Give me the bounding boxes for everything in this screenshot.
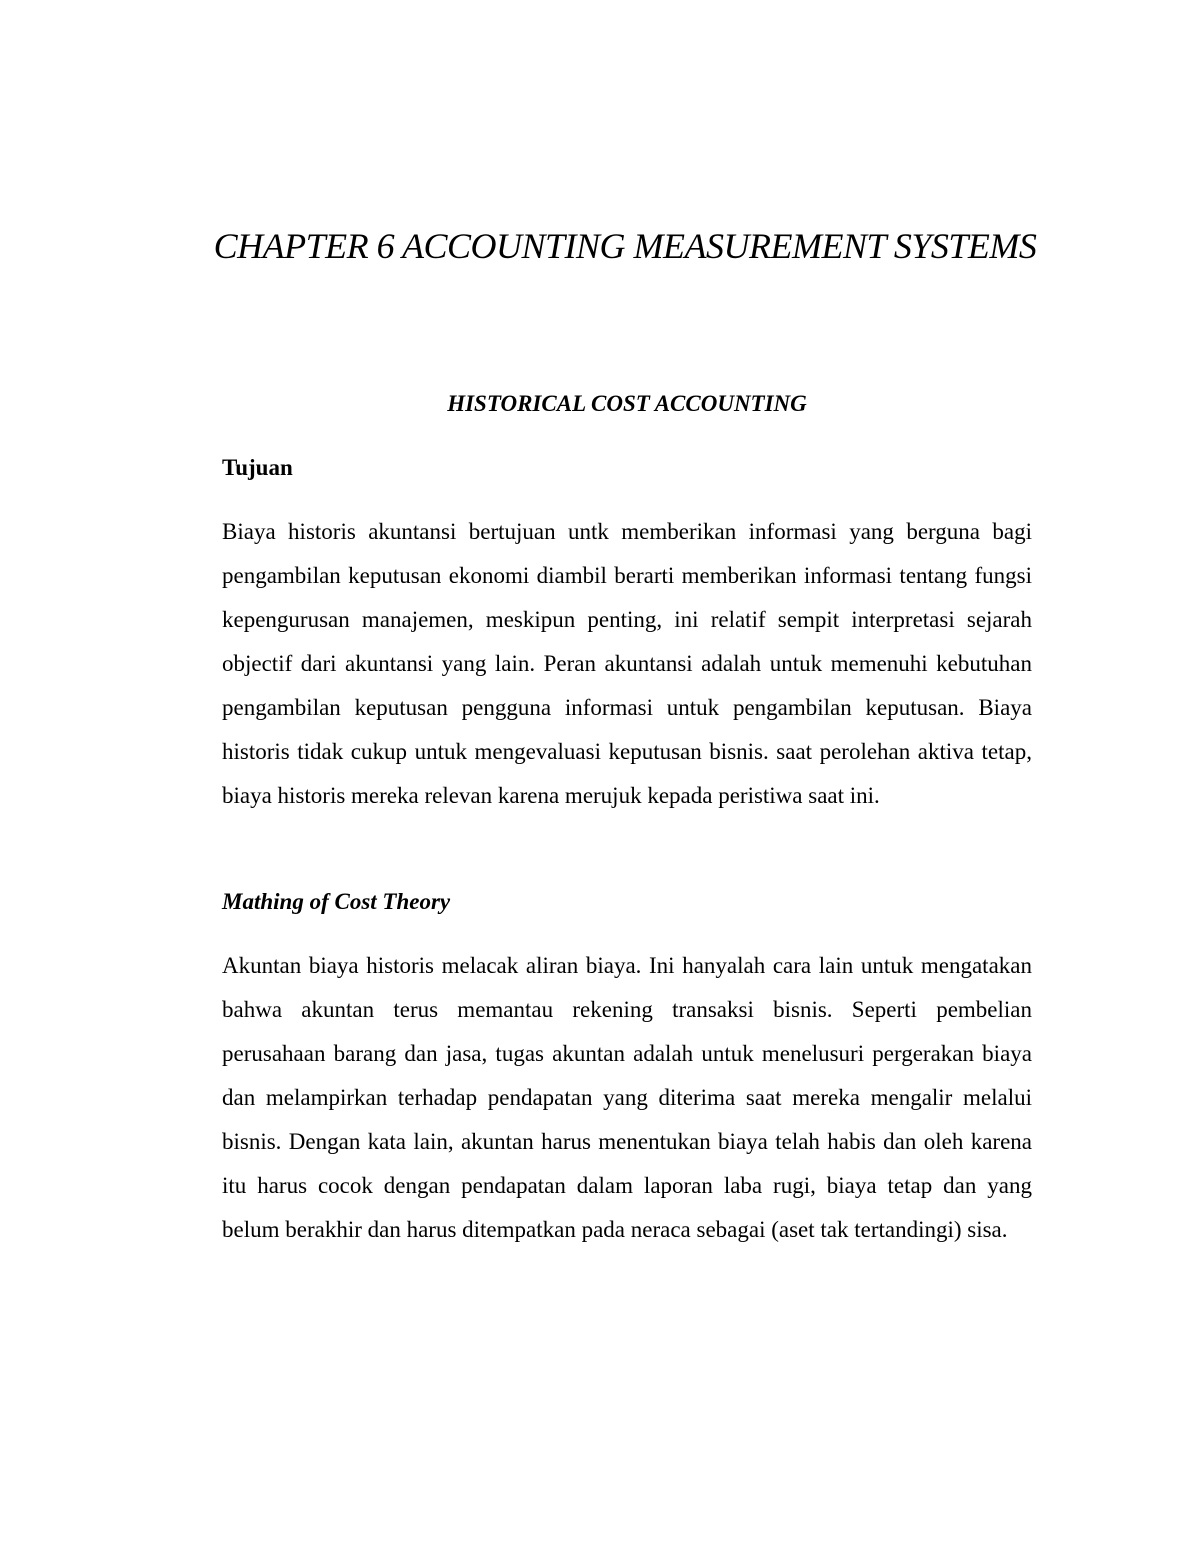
chapter-title: CHAPTER 6 ACCOUNTING MEASUREMENT SYSTEMS [213, 226, 1037, 266]
paragraph-matching-of-cost-theory: Akuntan biaya historis melacak aliran biaya. Ini hanyalah cara lain untuk mengatakan bahwa akuntan terus memantau rekening transaksi bisnis. Seperti pembelian perusahaan barang dan jasa, tugas akuntan adalah untuk menelusuri pergerakan biaya dan melampirkan terhadap pendapatan yang diterima saat mereka mengalir melalui bisnis. Dengan kata lain, akuntan harus menentukan biaya telah habis dan oleh karena itu harus cocok dengan pendapatan dalam laporan laba rugi, biaya tetap dan yang belum berakhir dan harus ditempatkan pada neraca sebagai (aset tak tertandingi) sisa. [222, 953, 1032, 1242]
section-heading: HISTORICAL COST ACCOUNTING [447, 391, 807, 416]
subheading-tujuan: Tujuan [222, 455, 293, 480]
subheading-matching-of-cost-theory: Mathing of Cost Theory [222, 889, 451, 914]
paragraph-tujuan: Biaya historis akuntansi bertujuan untk memberikan informasi yang berguna bagi pengambilan keputusan ekonomi diambil berarti memberikan informasi tentang fungsi kepengurusan manajemen, meskipun penting, ini relatif sempit interpretasi sejarah objectif dari akuntansi yang lain. Peran akuntansi adalah untuk memenuhi kebutuhan pengambilan keputusan pengguna informasi untuk pengambilan keputusan. Biaya historis tidak cukup untuk mengevaluasi keputusan bisnis. saat perolehan aktiva tetap, biaya historis mereka relevan karena merujuk kepada peristiwa saat ini. [222, 519, 1032, 808]
